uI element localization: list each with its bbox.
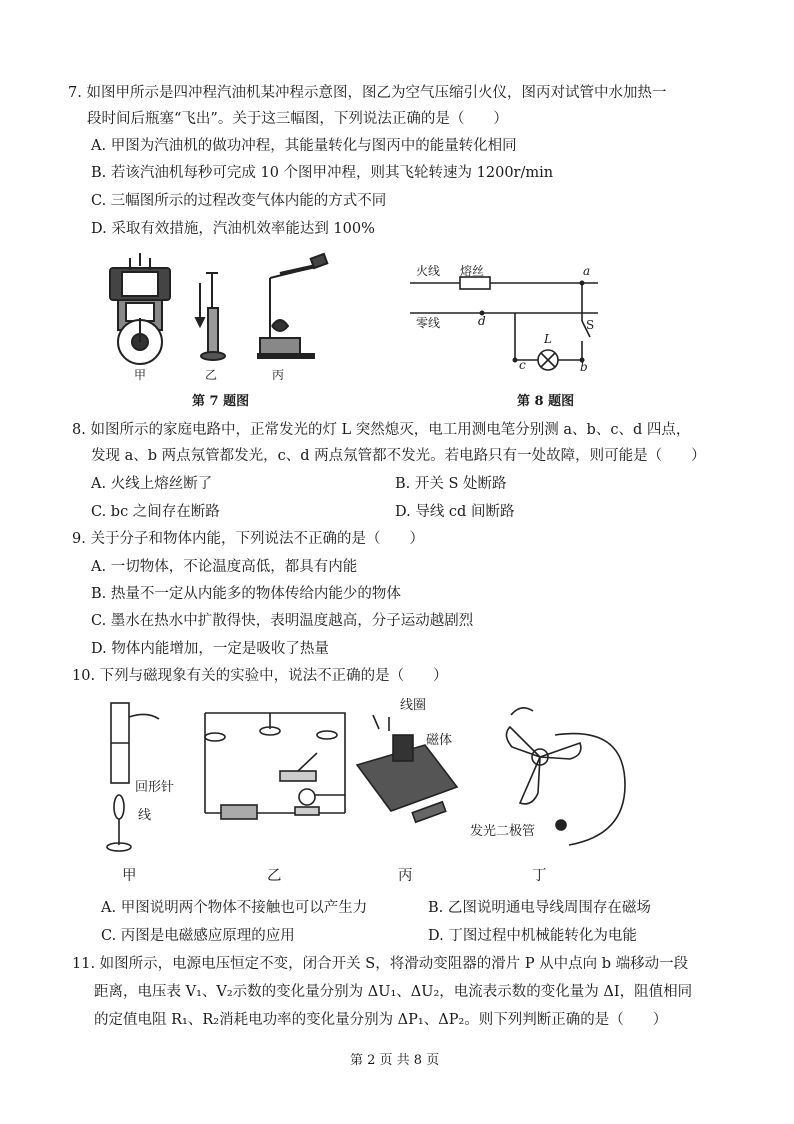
page-footer: 第 2 页 共 8 页 [350, 1053, 440, 1068]
q7-figure [100, 248, 340, 383]
q10-fig-label-yi: 乙 [267, 868, 282, 884]
q8-option-c: C. bc 之间存在断路 [91, 504, 220, 520]
q8-node-c: c [519, 358, 526, 372]
q7-stem-line2: 段时间后瓶塞“飞出”。关于这三幅图，下列说法正确的是（ ） [87, 111, 508, 127]
q8-node-a: a [583, 264, 591, 278]
q10-fig-label-bing: 丙 [398, 868, 413, 884]
q8-option-b: B. 开关 S 处断路 [395, 476, 507, 492]
q8-node-b: b [580, 360, 588, 374]
q7-fig-label-jia: 甲 [134, 368, 147, 382]
q10-stem: 10. 下列与磁现象有关的实验中，说法不正确的是（ ） [72, 668, 448, 684]
test-tube-heating [258, 254, 327, 358]
q7-option-c: C. 三幅图所示的过程改变气体内能的方式不同 [91, 193, 387, 209]
q8-live-wire-label: 火线 [416, 264, 441, 278]
q10-option-a: A. 甲图说明两个物体不接触也可以产生力 [101, 900, 368, 916]
q8-option-a: A. 火线上熔丝断了 [91, 476, 213, 492]
current-magnetic-field-diagram [205, 713, 345, 819]
q10-option-d: D. 丁图过程中机械能转化为电能 [428, 928, 637, 944]
q10-fig-label-ding: 丁 [532, 868, 547, 884]
q10-coil-label: 线圈 [400, 698, 427, 713]
q8-stem-line2: 发现 a、b 两点氖管都发光，c、d 两点氖管都不发光。若电路只有一处故障，则可能是（ ） [91, 448, 706, 464]
q11-stem-line3: 的定值电阻 R₁、R₂消耗电功率的变化量分别为 ΔP₁、ΔP₂。则下列判断正确的是（ ） [94, 1012, 668, 1028]
q10-option-b: B. 乙图说明通电导线周围存在磁场 [428, 900, 651, 916]
q9-option-b: B. 热量不一定从内能多的物体传给内能少的物体 [91, 586, 401, 602]
q11-stem-line1: 11. 如图所示，电源电压恒定不变，闭合开关 S，将滑动变阻器的滑片 P 从中点向 b 端移动一段 [72, 956, 689, 972]
q9-option-d: D. 物体内能增加，一定是吸收了热量 [91, 641, 329, 657]
q7-option-d: D. 采取有效措施，汽油机效率能达到 100% [91, 221, 375, 237]
q8-neutral-wire-label: 零线 [416, 316, 441, 330]
q9-option-c: C. 墨水在热水中扩散得快，表明温度越高，分子运动越剧烈 [91, 613, 474, 629]
q9-stem: 9. 关于分子和物体内能，下列说法不正确的是（ ） [72, 531, 424, 547]
q10-thread-label: 线 [138, 808, 152, 823]
q10-option-c: C. 丙图是电磁感应原理的应用 [101, 928, 295, 944]
q7-fig-label-bing: 丙 [272, 368, 285, 382]
q7-option-a: A. 甲图为汽油机的做功冲程，其能量转化与图丙中的能量转化相同 [91, 138, 517, 154]
q9-option-a: A. 一切物体，不论温度高低，都具有内能 [91, 559, 358, 575]
air-compression-igniter [196, 273, 225, 360]
q10-magnet-label: 磁体 [426, 733, 453, 748]
q10-figure [95, 695, 665, 865]
q10-fig-label-jia: 甲 [122, 868, 137, 884]
q8-option-d: D. 导线 cd 间断路 [395, 504, 515, 520]
q8-fuse-label: 熔丝 [460, 264, 485, 278]
q8-figure-caption: 第 8 题图 [517, 394, 575, 409]
q8-lamp-label: L [544, 332, 552, 346]
q8-switch-label: S [586, 318, 595, 332]
q7-stem-line1: 7. 如图甲所示是四冲程汽油机某冲程示意图，图乙为空气压缩引火仪，图丙对试管中水加热一 [68, 85, 667, 101]
q7-figure-caption: 第 7 题图 [192, 394, 250, 409]
q8-node-d: d [478, 314, 486, 328]
q10-led-label: 发光二极管 [470, 824, 536, 839]
q11-stem-line2: 距离，电压表 V₁、V₂示数的变化量分别为 ΔU₁、ΔU₂，电流表示数的变化量为 ΔI，阻值相同 [94, 984, 693, 1000]
q7-fig-label-yi: 乙 [205, 368, 218, 382]
q10-paperclip-label: 回形针 [135, 780, 175, 795]
engine-diagram [110, 253, 170, 364]
q8-stem-line1: 8. 如图所示的家庭电路中，正常发光的灯 L 突然熄灭，电工用测电笔分别测 a、b、c、d 四点， [72, 422, 691, 438]
q7-option-b: B. 若该汽油机每秒可完成 10 个图甲冲程，则其飞轮转速为 1200r/min [91, 165, 554, 181]
